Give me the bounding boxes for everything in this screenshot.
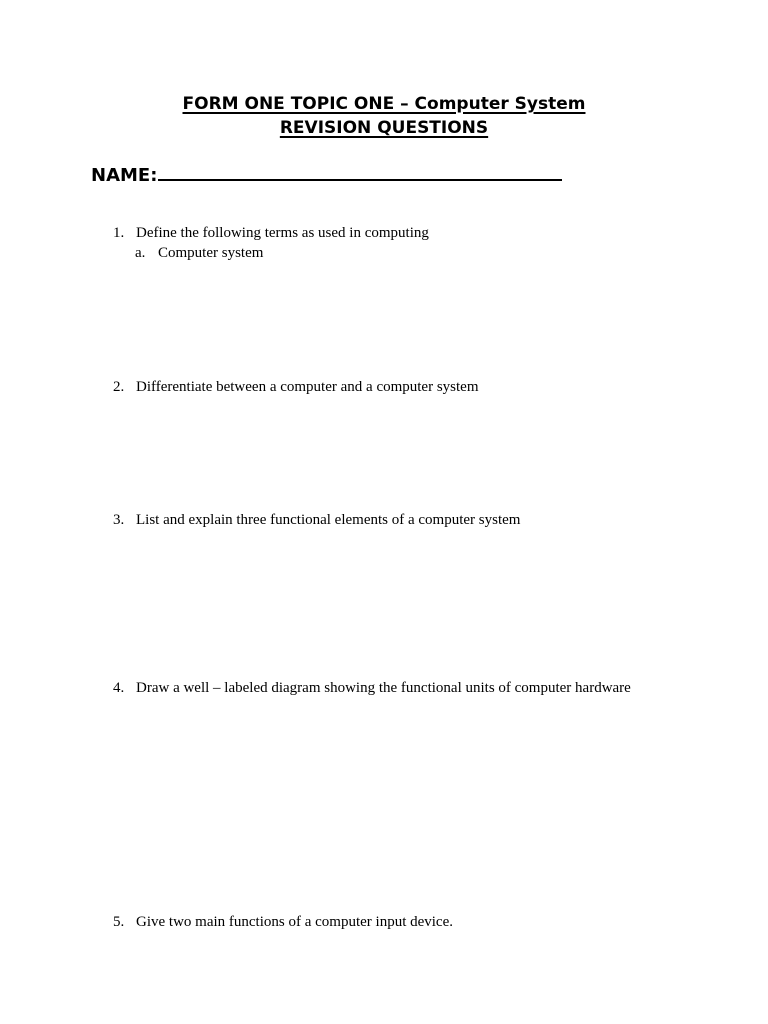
question-text: Differentiate between a computer and a computer system: [136, 379, 479, 395]
question-number: 4.: [113, 680, 125, 696]
question-number: 3.: [113, 512, 125, 528]
question-text: Give two main functions of a computer input device.: [136, 914, 453, 930]
question-text: Draw a well – labeled diagram showing the functional units of computer hardware: [136, 680, 631, 696]
question-text: List and explain three functional elements of a computer system: [136, 512, 521, 528]
document-title-line-1: FORM ONE TOPIC ONE – Computer System: [182, 94, 586, 114]
name-blank-line: [158, 178, 562, 181]
question-number: 2.: [113, 379, 125, 395]
sub-item-text: Computer system: [158, 245, 264, 261]
name-field: [91, 164, 562, 188]
question-number: 5.: [113, 914, 125, 930]
name-label: NAME:: [91, 165, 158, 186]
question-text: Define the following terms as used in computing: [136, 225, 429, 241]
question-number: 1.: [113, 225, 125, 241]
document-title-line-2: REVISION QUESTIONS: [279, 118, 489, 138]
sub-item-letter: a.: [135, 245, 146, 261]
